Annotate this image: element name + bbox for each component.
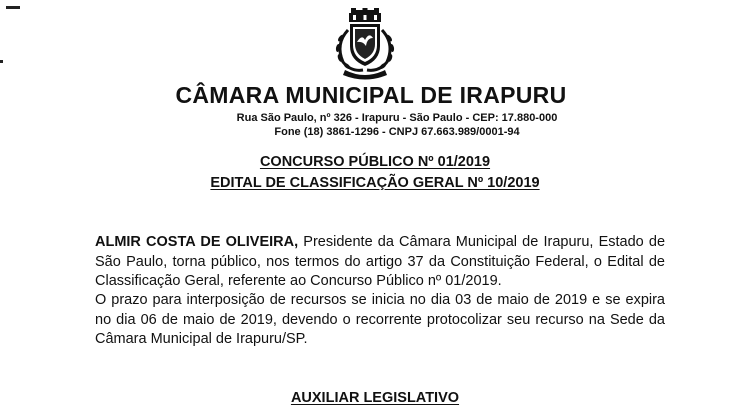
contact-line: Fone (18) 3861-1296 - CNPJ 67.663.989/0001-94	[274, 126, 520, 138]
coat-of-arms-icon	[329, 8, 401, 80]
announcement-paragraph	[95, 233, 665, 292]
page-title: CÂMARA MUNICIPAL DE IRAPURU	[175, 82, 567, 108]
edict-heading: EDITAL DE CLASSIFICAÇÃO GERAL Nº 10/2019	[210, 175, 540, 191]
announcement-text: Presidente da Câmara Municipal de Irapuru, Estado de São Paulo, torna público, nos termos do artigo 37 da Constituição Federal, o Edital de Classificação Geral, referente ao Concurso Público nº 01/2019.	[95, 234, 666, 289]
appeal-deadline-paragraph: O prazo para interposição de recursos se inicia no dia 03 de maio de 2019 e se expira no dia 06 de maio de 2019, devendo o recorrente protocolizar seu recurso na Sede da Câmara Municipal de Irapuru/SP.	[95, 292, 665, 347]
address-line: Rua São Paulo, nº 326 - Irapuru - São Paulo - CEP: 17.880-000	[236, 112, 558, 124]
president-name: ALMIR COSTA DE OLIVEIRA,	[95, 234, 299, 250]
scan-mark	[6, 6, 20, 9]
scan-dot	[0, 60, 3, 63]
section-heading: AUXILIAR LEGISLATIVO	[290, 390, 460, 406]
contest-heading: CONCURSO PÚBLICO Nº 01/2019	[259, 154, 491, 170]
